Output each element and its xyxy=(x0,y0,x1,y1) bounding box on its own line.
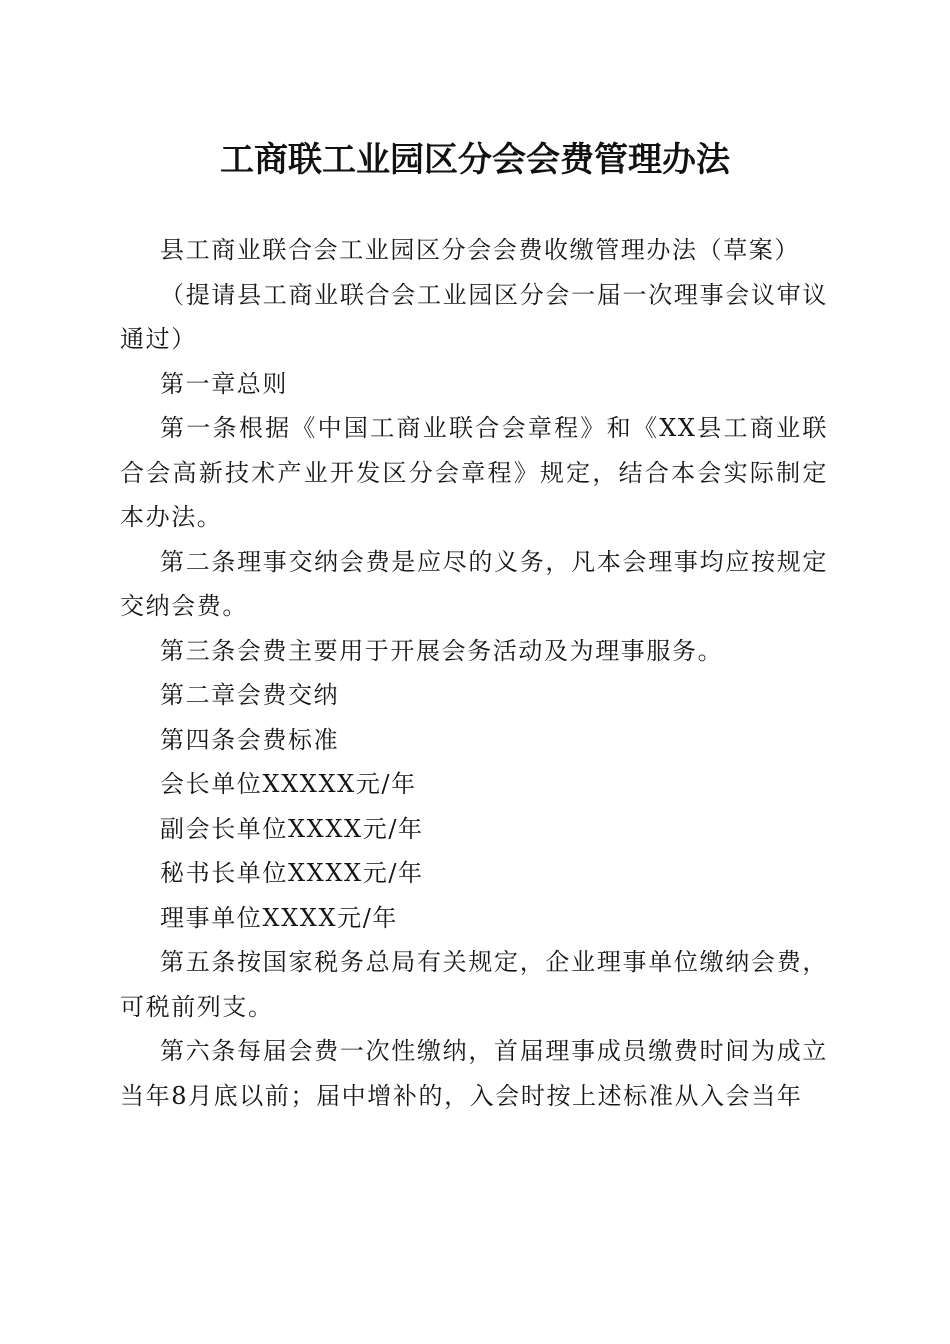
article-3: 第三条会费主要用于开展会务活动及为理事服务。 xyxy=(160,636,724,665)
document-title: 工商联工业园区分会会费管理办法 xyxy=(220,140,730,180)
article-1: 第一条根据《中国工商业联合会章程》和《XX县工商业联合会高新技术产业开发区分会章程》规定，结合本会实际制定本办法。 xyxy=(120,414,828,531)
fee-secretary-general-unit: 秘书长单位XXXX元/年 xyxy=(160,859,424,887)
fee-director-unit: 理事单位XXXX元/年 xyxy=(160,903,399,932)
paragraph-submission-note: （提请县工商业联合会工业园区分会一届一次理事会议审议通过） xyxy=(120,280,828,353)
fee-vice-president-unit: 副会长单位XXXX元/年 xyxy=(160,814,424,843)
article-2: 第二条理事交纳会费是应尽的义务，凡本会理事均应按规定交纳会费。 xyxy=(120,547,828,620)
paragraph-draft-heading: 县工商业联合会工业园区分会会费收缴管理办法（草案） xyxy=(160,236,800,264)
article-5: 第五条按国家税务总局有关规定，企业理事单位缴纳会费，可税前列支。 xyxy=(120,948,828,1021)
article-6: 第六条每届会费一次性缴纳，首届理事成员缴费时间为成立当年8月底以前；届中增补的，入会时按上述标准从入会当年 xyxy=(120,1037,828,1110)
article-4: 第四条会费标准 xyxy=(160,725,340,754)
fee-president-unit: 会长单位XXXXX元/年 xyxy=(160,770,417,798)
document-body xyxy=(120,228,828,1118)
chapter-1-heading: 第一章总则 xyxy=(160,369,288,398)
chapter-2-heading: 第二章会费交纳 xyxy=(160,681,340,709)
